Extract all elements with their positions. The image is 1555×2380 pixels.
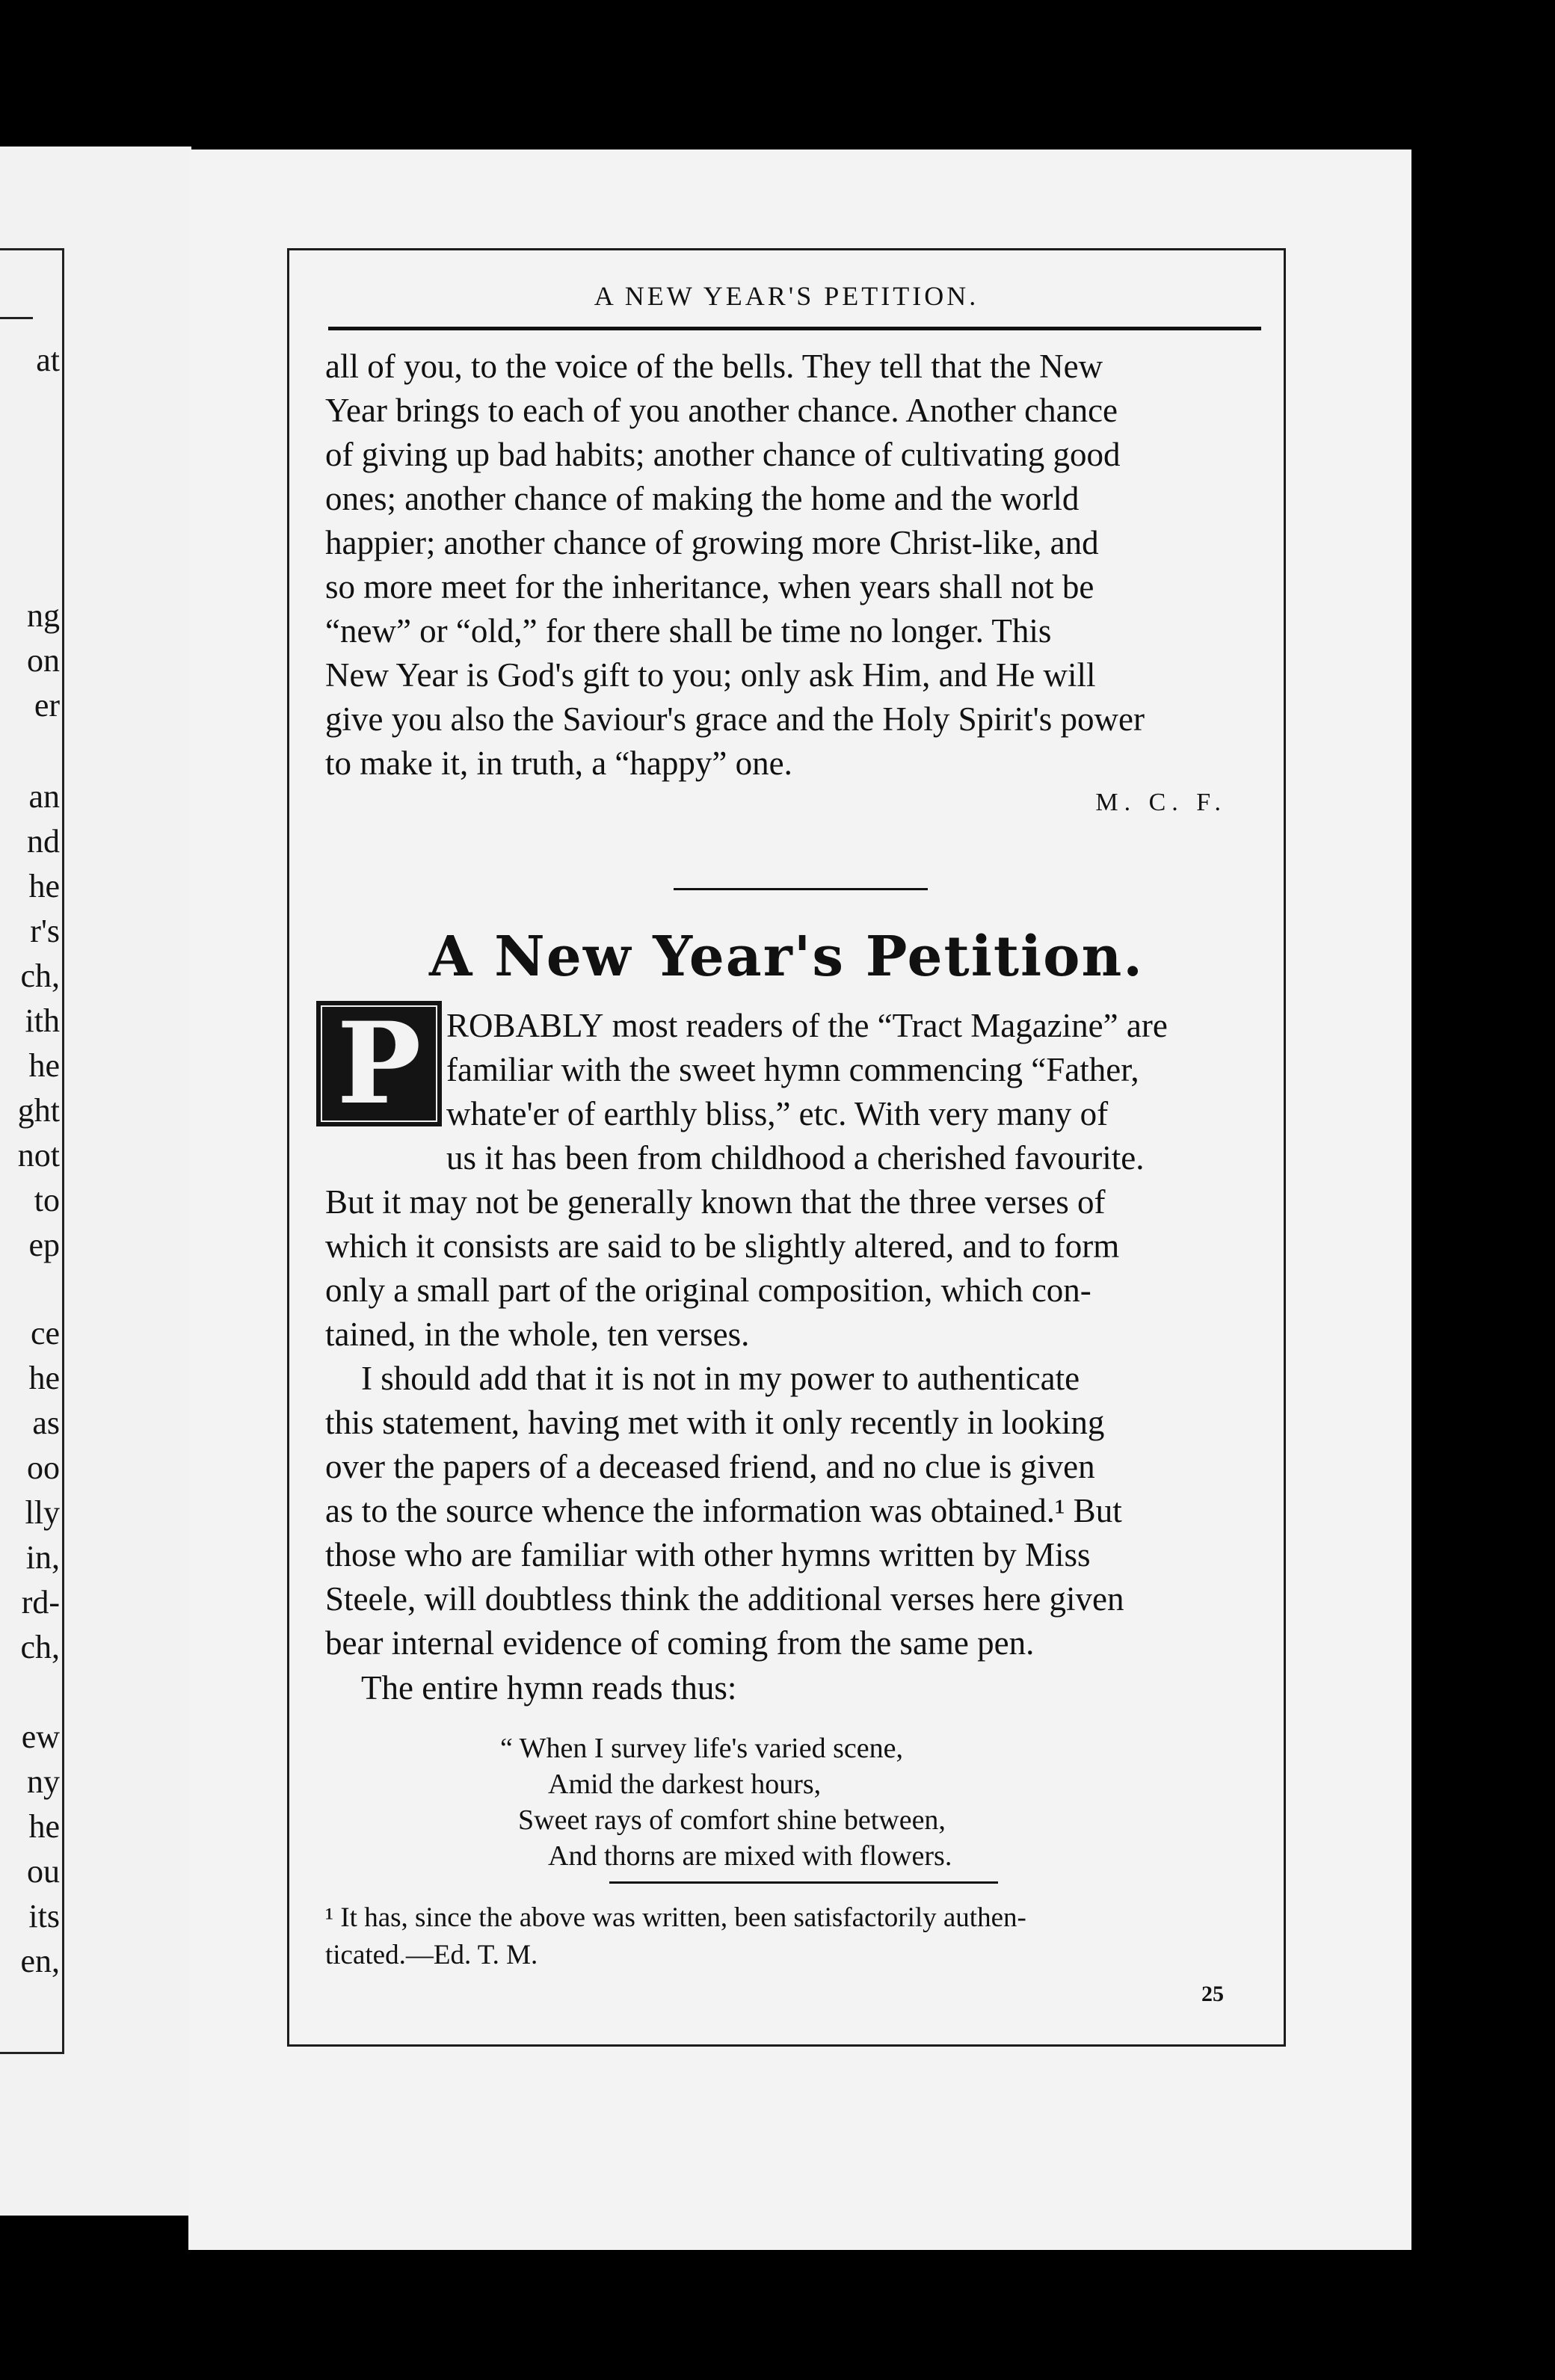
- text-line: happier; another chance of growing more Christ-like, and: [325, 524, 1099, 561]
- running-head: A NEW YEAR'S PETITION.: [594, 281, 979, 311]
- previous-page-fragment: ch,: [20, 958, 60, 994]
- previous-page-fragment: ch,: [20, 1629, 60, 1665]
- previous-page: [0, 147, 191, 2216]
- text-line: whate'er of earthly bliss,” etc. With very many of: [446, 1095, 1109, 1132]
- text-line: as to the source whence the information was obtained.¹ But: [325, 1492, 1122, 1529]
- previous-page-fragment: ew: [21, 1718, 60, 1755]
- drop-cap: P: [316, 1001, 442, 1126]
- previous-page-fragment: ght: [17, 1092, 60, 1129]
- previous-page-fragment: an: [28, 778, 60, 815]
- text-line: New Year is God's gift to you; only ask Him, and He will: [325, 656, 1096, 694]
- previous-page-fragment: ce: [30, 1315, 60, 1351]
- verse-line: “ When I survey life's varied scene,: [500, 1733, 903, 1764]
- text-line: familiar with the sweet hymn commencing “Father,: [446, 1051, 1139, 1088]
- previous-page-fragment: its: [28, 1898, 60, 1934]
- text-line: so more meet for the inheritance, when years shall not be: [325, 568, 1094, 605]
- page-number: 25: [1201, 1982, 1224, 2006]
- text-line: I should add that it is not in my power to authenticate: [361, 1360, 1080, 1397]
- intro-paragraph: [325, 345, 1263, 786]
- text-line: ones; another chance of making the home and the world: [325, 480, 1080, 517]
- previous-page-fragment: he: [28, 868, 60, 904]
- text-line: But it may not be generally known that the three verses of: [325, 1183, 1106, 1221]
- previous-page-fragment: r's: [30, 913, 60, 949]
- text-line: of giving up bad habits; another chance of cultivating good: [325, 436, 1121, 473]
- article-title: A New Year's Petition.: [428, 925, 1145, 989]
- previous-page-fragment: rd-: [21, 1584, 60, 1621]
- previous-page-fragment: in,: [25, 1539, 60, 1576]
- text-line: which it consists are said to be slightly altered, and to form: [325, 1227, 1120, 1265]
- previous-page-fragment: he: [28, 1047, 60, 1084]
- text-line: only a small part of the original composition, which con-: [325, 1271, 1091, 1309]
- text-line: Year brings to each of you another chance. Another chance: [325, 392, 1118, 429]
- section-separator: [674, 888, 928, 890]
- previous-page-fragment: en,: [20, 1943, 60, 1979]
- text-line: this statement, having met with it only recently in looking: [325, 1404, 1105, 1441]
- footnote: [325, 1899, 1263, 1974]
- previous-page-fragment: he: [28, 1808, 60, 1845]
- page-frame: [287, 248, 1286, 2047]
- verse-line: And thorns are mixed with flowers.: [548, 1840, 952, 1872]
- previous-page-fragment: as: [32, 1405, 60, 1441]
- previous-page-fragment: at: [36, 342, 60, 378]
- previous-page-fragment: he: [28, 1360, 60, 1396]
- previous-page-fragment: ep: [28, 1227, 60, 1263]
- book-page: [188, 149, 1411, 2250]
- text-line: tained, in the whole, ten verses.: [325, 1316, 750, 1353]
- text-line: those who are familiar with other hymns written by Miss: [325, 1536, 1091, 1573]
- previous-page-fragment: ny: [27, 1763, 60, 1800]
- author-signature: M. C. F.: [1095, 789, 1227, 816]
- previous-page-fragment: ou: [27, 1853, 60, 1890]
- previous-page-fragment: not: [17, 1137, 60, 1174]
- verse-line: Amid the darkest hours,: [548, 1769, 822, 1800]
- footnote-line: ¹ It has, since the above was written, been satisfactorily authen-: [325, 1902, 1026, 1933]
- previous-page-fragment: ng: [27, 597, 60, 634]
- previous-page-fragment: nd: [27, 823, 60, 860]
- text-line: all of you, to the voice of the bells. They tell that the New: [325, 348, 1103, 385]
- text-line: Steele, will doubtless think the additional verses here given: [325, 1580, 1124, 1618]
- paragraph-3: The entire hymn reads thus:: [361, 1669, 737, 1707]
- text-line: bear internal evidence of coming from the same pen.: [325, 1624, 1035, 1662]
- paragraph-2: [325, 1357, 1263, 1665]
- text-line: to make it, in truth, a “happy” one.: [325, 744, 792, 782]
- paragraph-1-indented: [446, 1004, 1263, 1180]
- footnote-line: ticated.—Ed. T. M.: [325, 1940, 538, 1970]
- previous-page-fragment: to: [34, 1182, 60, 1218]
- previous-page-rule: [0, 317, 33, 319]
- footnote-rule: [609, 1881, 998, 1884]
- running-head-rule: [328, 327, 1261, 330]
- text-line: us it has been from childhood a cherished favourite.: [446, 1139, 1145, 1177]
- text-line: over the papers of a deceased friend, and no clue is given: [325, 1448, 1095, 1485]
- previous-page-fragment: ith: [25, 1002, 60, 1039]
- text-line: ROBABLY most readers of the “Tract Magazine” are: [446, 1007, 1168, 1044]
- previous-page-fragment: er: [34, 687, 60, 724]
- verse-line: Sweet rays of comfort shine between,: [518, 1804, 946, 1836]
- previous-page-fragment: on: [27, 642, 60, 679]
- previous-page-fragment: oo: [27, 1449, 60, 1486]
- text-line: give you also the Saviour's grace and the Holy Spirit's power: [325, 700, 1145, 738]
- opening-word: ROBABLY: [446, 1007, 604, 1044]
- text-line: “new” or “old,” for there shall be time no longer. This: [325, 612, 1052, 650]
- paragraph-1-continued: [325, 1180, 1263, 1357]
- previous-page-fragment: lly: [25, 1494, 60, 1531]
